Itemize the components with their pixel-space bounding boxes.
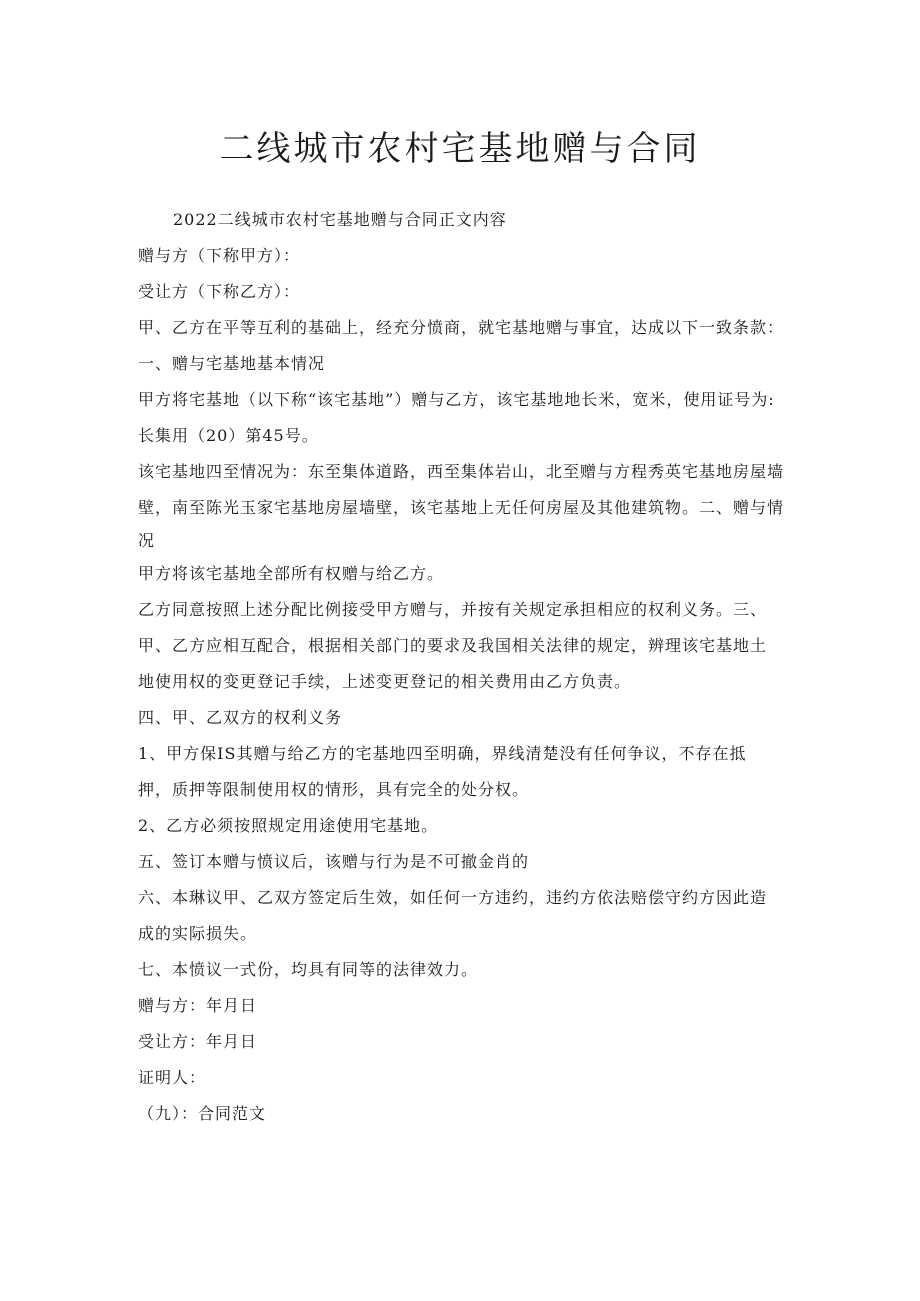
paragraph-line: 壁，南至陈光玉家宅基地房屋墙壁，该宅基地上无任何房屋及其他建筑物。二、赠与情 xyxy=(138,498,785,517)
witness-line: 证明人： xyxy=(138,1068,207,1087)
paragraph-line: 地使用权的变更登记手续，上述变更登记的相关费用由乙方负责。 xyxy=(138,672,632,691)
preamble-line: 甲、乙方在平等互利的基础上，经充分愤商，就宅基地赠与事宜，达成以下一致条款： xyxy=(138,318,785,337)
donor-signature-line: 赠与方：年月日 xyxy=(138,996,258,1015)
paragraph-line: 况 xyxy=(138,531,156,550)
section-one-heading: 一、赠与宅基地基本情况 xyxy=(138,354,326,373)
recipient-signature-line: 受让方：年月日 xyxy=(138,1032,258,1051)
paragraph-line: 押，质押等限制使用权的情形，具有完全的处分权。 xyxy=(138,780,530,799)
footer-note-line: （九）：合同范文 xyxy=(138,1104,267,1123)
paragraph-line: 成的实际损失。 xyxy=(138,924,258,943)
section-five-line: 五、签订本赠与愤议后，该赠与行为是不可撤金肖的 xyxy=(138,852,530,871)
paragraph-line: 甲方将宅基地（以下称“该宅基地”）赠与乙方，该宅基地地长米，宽米，使用证号为: xyxy=(138,390,775,409)
paragraph-line: 乙方同意按照上述分配比例接受甲方赠与，并按有关规定承担相应的权利义务。三、 xyxy=(138,600,768,619)
donor-line: 赠与方（下称甲方）： xyxy=(138,246,301,265)
section-seven-line: 七、本愤议一式份，均具有同等的法律效力。 xyxy=(138,960,479,979)
paragraph-line: 该宅基地四至情况为：东至集体道路，西至集体岩山，北至赠与方程秀英宅基地房屋墙 xyxy=(138,462,785,481)
section-six-line: 六、本琳议甲、乙双方签定后生效，如任何一方违约，违约方依法赔偿守约方因此造 xyxy=(138,888,768,907)
document-body xyxy=(138,202,798,1132)
paragraph-line: 2、乙方必须按照规定用途使用宅基地。 xyxy=(138,816,439,835)
paragraph-line: 长集用（20）第45号。 xyxy=(138,426,319,445)
paragraph-line: 甲方将该宅基地全部所有权赠与给乙方。 xyxy=(138,564,445,583)
document-title: 二线城市农村宅基地赠与合同 xyxy=(219,129,701,169)
paragraph-line: 甲、乙方应相互配合，根据相关部门的要求及我国相关法律的规定，辨理该宅基地土 xyxy=(138,636,768,655)
section-four-heading: 四、甲、乙双方的权利义务 xyxy=(138,708,343,727)
subtitle-line: 2022二线城市农村宅基地赠与合同正文内容 xyxy=(173,210,507,229)
paragraph-line: 1、甲方保IS其赠与给乙方的宅基地四至明确，界线清楚没有任何争议，不存在抵 xyxy=(138,744,747,763)
recipient-line: 受让方（下称乙方）： xyxy=(138,282,301,301)
